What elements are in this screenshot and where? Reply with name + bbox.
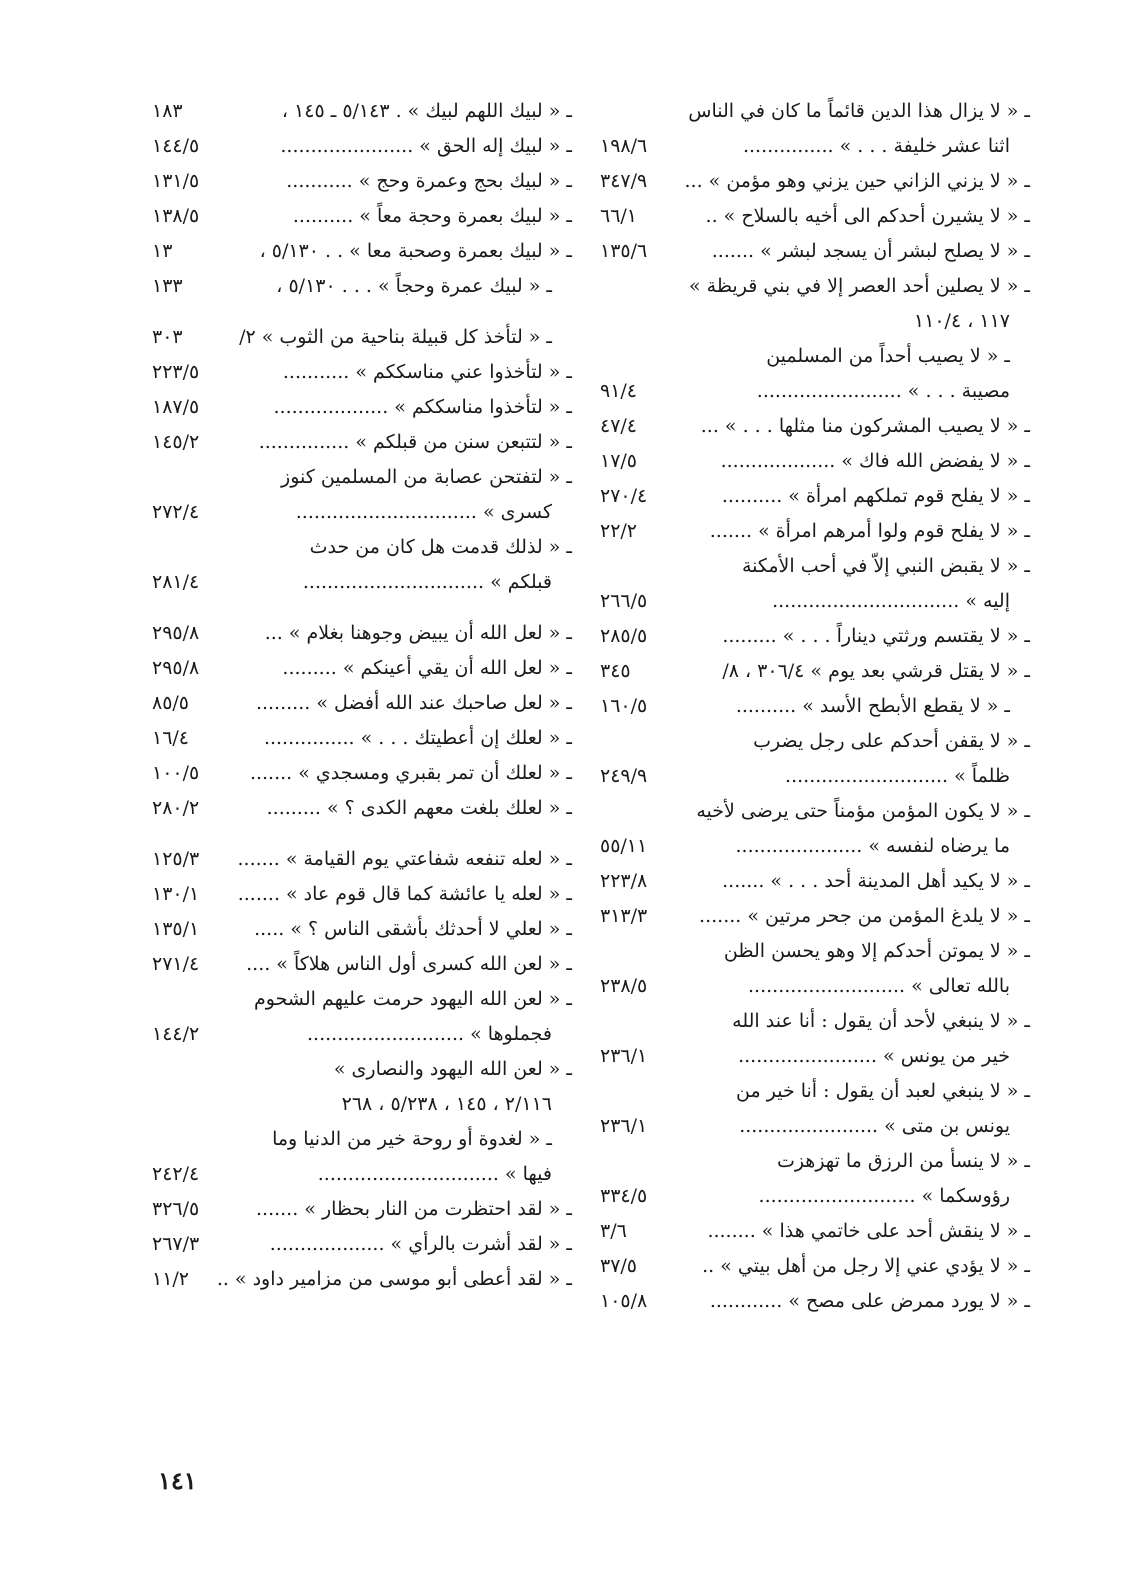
entry-text: قبلكم » .............................. xyxy=(302,571,552,593)
entry-text: رؤوسكما » .......................... xyxy=(758,1185,1010,1207)
entry-reference: ٢٩٥/٨ xyxy=(152,657,200,679)
entry-text: ٢/١١٦ ، ١٤٥ ، ٥/٢٣٨ ، ٢٦٨ xyxy=(341,1093,552,1115)
index-entry xyxy=(600,829,1030,864)
entry-text: ـ « لعل الله أن يقي أعينكم » ......... xyxy=(282,657,572,679)
entry-reference: ٢٦٧/٣ xyxy=(152,1233,200,1255)
entry-text: ـ « لا يصلح لبشر أن يسجد لبشر » ....... xyxy=(711,240,1030,262)
index-entry xyxy=(600,759,1030,794)
entry-reference: ٩١/٤ xyxy=(600,380,638,402)
entry-text: ـ « لقد أعطى أبو موسى من مزامير داود » .. xyxy=(216,1268,572,1290)
entry-text: ١١٧ ، ١١٠/٤ xyxy=(913,310,1010,332)
entry-text: ـ « لا يشيرن أحدكم الى أخيه بالسلاح » .. xyxy=(705,205,1030,227)
index-entry xyxy=(152,791,572,826)
entry-text: ـ « لا يفضض الله فاك » ................... xyxy=(720,450,1030,472)
entry-text: ـ « لعلي لا أحدثك بأشقى الناس ؟ » ..... xyxy=(254,918,572,940)
entry-text: ـ « لا يفلح قوم تملكهم امرأة » .......... xyxy=(721,485,1030,507)
index-entry xyxy=(600,164,1030,199)
index-entry xyxy=(152,1262,572,1297)
index-entry xyxy=(600,129,1030,164)
entry-text: مصيبة . . . » ........................ xyxy=(756,380,1010,402)
entry-text: ـ « لا يؤدي عني إلا رجل من أهل بيتي » .. xyxy=(702,1255,1030,1277)
entry-text: كسرى » .............................. xyxy=(295,501,552,523)
index-entry xyxy=(600,269,1030,304)
index-entry xyxy=(600,584,1030,619)
index-entry xyxy=(600,689,1030,724)
index-entry xyxy=(152,686,572,721)
entry-text: ـ « لعن الله اليهود حرمت عليهم الشحوم xyxy=(254,988,572,1010)
entry-text: ـ « لا ينبغي لعبد أن يقول : أنا خير من xyxy=(736,1080,1030,1102)
entry-text: ما يرضاه لنفسه » ..................... xyxy=(735,835,1010,857)
index-entry xyxy=(152,425,572,460)
entry-reference: ٣٤٧/٩ xyxy=(600,170,648,192)
entry-reference: ٢٨٥/٥ xyxy=(600,625,648,647)
index-entry xyxy=(600,899,1030,934)
index-entry xyxy=(600,479,1030,514)
entry-reference: ٢٤٩/٩ xyxy=(600,765,648,787)
index-entry xyxy=(600,1284,1030,1319)
entry-text: ـ « لبيك عمرة وحجاً » . . . ٥/١٣٠ ، xyxy=(276,275,552,297)
entry-reference: ١٣٥/٦ xyxy=(600,240,648,262)
entry-text: ـ « لا يقطع الأبطح الأسد » .......... xyxy=(735,695,1010,717)
entry-text: ـ « لا يموتن أحدكم إلا وهو يحسن الظن xyxy=(723,940,1030,962)
entry-reference: ٢٢٣/٨ xyxy=(600,870,648,892)
entry-text: ـ « لا ينبغي لأحد أن يقول : أنا عند الله xyxy=(732,1010,1030,1032)
entry-reference: ٣٣٤/٥ xyxy=(600,1185,648,1207)
entry-text: ـ « لتأخذوا مناسككم » ................... xyxy=(273,396,572,418)
entry-reference: ١٧/٥ xyxy=(600,450,638,472)
entry-text: ـ « لبيك اللهم لبيك » . ٥/١٤٣ ـ ١٤٥ ، xyxy=(281,100,572,122)
entry-reference: ١٣ xyxy=(152,240,173,262)
index-entry xyxy=(600,794,1030,829)
entry-reference: ٢٨٠/٢ xyxy=(152,797,200,819)
entry-text: ـ « لعله يا عائشة كما قال قوم عاد » ....... xyxy=(237,883,572,905)
index-entry xyxy=(600,1179,1030,1214)
entry-text: ـ « لا يقتل قرشي بعد يوم » ٣٠٦/٤ ، ٨/ xyxy=(722,660,1030,682)
entry-text: خير من يونس » ....................... xyxy=(738,1045,1010,1067)
index-entry xyxy=(600,1109,1030,1144)
index-entry xyxy=(152,495,572,530)
index-entry xyxy=(152,269,572,304)
index-entry xyxy=(152,355,572,390)
entry-text: ـ « لتأخذ كل قبيلة بناحية من الثوب » ٢/ xyxy=(239,326,552,348)
entry-text: ـ « لعلك أن تمر بقبري ومسجدي » ....... xyxy=(249,762,572,784)
index-entry xyxy=(600,1004,1030,1039)
entry-reference: ١٣١/٥ xyxy=(152,170,200,192)
entry-reference: ٢٣٨/٥ xyxy=(600,975,648,997)
entry-text: ـ « لتتبعن سنن من قبلكم » ............... xyxy=(258,431,572,453)
entry-text: فيها » .............................. xyxy=(317,1163,552,1185)
entry-reference: ١٤٤/٥ xyxy=(152,135,200,157)
entry-reference: ١٨٣ xyxy=(152,100,183,122)
index-entry xyxy=(600,514,1030,549)
entry-reference: ١٠٠/٥ xyxy=(152,762,200,784)
entry-reference: ٣٠٣ xyxy=(152,326,183,348)
entry-reference: ١٦٠/٥ xyxy=(600,695,648,717)
index-entry xyxy=(152,530,572,565)
entry-text: إليه » ............................... xyxy=(772,590,1010,612)
index-entry xyxy=(152,1017,572,1052)
entry-reference: ٢٢٣/٥ xyxy=(152,361,200,383)
entry-text: ـ « لا يقبض النبي إلاّ في أحب الأمكنة xyxy=(741,555,1030,577)
entry-text: ـ « لقد احتظرت من النار بحظار » ....... xyxy=(255,1198,572,1220)
entry-reference: ٢٤٢/٤ xyxy=(152,1163,200,1185)
entry-text: ـ « لا يقفن أحدكم على رجل يضرب xyxy=(753,730,1030,752)
entry-text: ـ « لا يلدغ المؤمن من جحر مرتين » ....... xyxy=(699,905,1030,927)
entry-text: ـ « لا ينسأ من الرزق ما تهزهزت xyxy=(776,1150,1030,1172)
entry-text: ـ « لتأخذوا عني مناسككم » ........... xyxy=(282,361,572,383)
entry-reference: ١٤٥/٢ xyxy=(152,431,200,453)
entry-reference: ٣٤٥ xyxy=(600,660,631,682)
entry-reference: ٥٥/١١ xyxy=(600,835,648,857)
index-entry xyxy=(152,164,572,199)
entry-reference: ١٣٨/٥ xyxy=(152,205,200,227)
index-entry xyxy=(152,460,572,495)
index-entry xyxy=(152,1122,572,1157)
entry-text: بالله تعالى » .......................... xyxy=(748,975,1010,997)
entry-text: ـ « لا يصلين أحد العصر إلا في بني قريظة » xyxy=(688,275,1030,297)
index-entry xyxy=(600,374,1030,409)
index-entry xyxy=(152,390,572,425)
index-entry xyxy=(600,724,1030,759)
entry-text: ـ « لعن الله كسرى أول الناس هلاكاً » .... xyxy=(246,953,572,975)
index-entry xyxy=(600,934,1030,969)
index-entry xyxy=(600,409,1030,444)
entry-reference: ١٣٠/١ xyxy=(152,883,200,905)
entry-text: ـ « لغدوة أو روحة خير من الدنيا وما xyxy=(272,1128,552,1150)
entry-text: ـ « لا يصيب المشركون منا مثلها . . . » ... xyxy=(700,415,1030,437)
entry-text: ـ « لذلك قدمت هل كان من حدث xyxy=(309,536,572,558)
index-entry xyxy=(600,94,1030,129)
index-entry xyxy=(152,651,572,686)
entry-reference: ٣٧/٥ xyxy=(600,1255,638,1277)
entry-reference: ٣٢٦/٥ xyxy=(152,1198,200,1220)
entry-reference: ٢٧١/٤ xyxy=(152,953,200,975)
index-entry xyxy=(600,1249,1030,1284)
index-entry xyxy=(152,1087,572,1122)
section-gap xyxy=(152,826,572,842)
index-entry xyxy=(152,877,572,912)
entry-text: ـ « لعن الله اليهود والنصارى » xyxy=(333,1058,572,1080)
index-entry xyxy=(152,947,572,982)
page-number: ١٤١ xyxy=(158,1466,197,1495)
entry-text: ـ « لتفتحن عصابة من المسلمين كنوز xyxy=(281,466,572,488)
index-entry xyxy=(600,1039,1030,1074)
index-entry xyxy=(600,1214,1030,1249)
entry-text: ظلماً » ........................... xyxy=(785,765,1010,787)
entry-text: ـ « لعل الله أن يبيض وجوهنا بغلام » ... xyxy=(264,622,572,644)
entry-reference: ٨٥/٥ xyxy=(152,692,190,714)
entry-text: ـ « لعلك إن أعطيتك . . . » ............... xyxy=(263,727,572,749)
index-entry xyxy=(152,1227,572,1262)
index-entry xyxy=(600,654,1030,689)
index-entry xyxy=(600,549,1030,584)
entry-reference: ٢٨١/٤ xyxy=(152,571,200,593)
index-entry xyxy=(152,565,572,600)
index-entry xyxy=(152,721,572,756)
section-gap xyxy=(152,304,572,320)
entry-text: ـ « لعله تنفعه شفاعتي يوم القيامة » ....... xyxy=(237,848,572,870)
entry-text: ـ « لا يورد ممرض على مصح » ............ xyxy=(709,1290,1030,1312)
index-entry xyxy=(152,129,572,164)
entry-reference: ٢٣٦/١ xyxy=(600,1045,648,1067)
entry-text: ـ « لا يصيب أحداً من المسلمين xyxy=(766,345,1010,367)
entry-reference: ١٣٣ xyxy=(152,275,183,297)
entry-reference: ٢٣٦/١ xyxy=(600,1115,648,1137)
entry-text: اثنا عشر خليفة . . . » ............... xyxy=(742,135,1010,157)
entry-reference: ١١/٢ xyxy=(152,1268,190,1290)
index-entry xyxy=(600,199,1030,234)
entry-reference: ٢٩٥/٨ xyxy=(152,622,200,644)
entry-reference: ٢٧٠/٤ xyxy=(600,485,648,507)
entry-text: ـ « لقد أشرت بالرأي » ................... xyxy=(269,1233,572,1255)
entry-reference: ١٩٨/٦ xyxy=(600,135,648,157)
entry-text: ـ « لا يكون المؤمن مؤمناً حتى يرضى لأخيه xyxy=(696,800,1030,822)
entry-reference: ٢٦٦/٥ xyxy=(600,590,648,612)
entry-text: فجملوها » .......................... xyxy=(307,1023,552,1045)
index-entry xyxy=(152,320,572,355)
index-entry xyxy=(600,619,1030,654)
index-entry xyxy=(152,1192,572,1227)
entry-text: ـ « لبيك إله الحق » ...................... xyxy=(280,135,572,157)
index-entry xyxy=(600,444,1030,479)
index-column-right xyxy=(600,94,1030,1319)
index-entry xyxy=(152,616,572,651)
entry-text: ـ « لبيك بحج وعمرة وحج » ........... xyxy=(286,170,572,192)
entry-reference: ٦٦/١ xyxy=(600,205,638,227)
index-entry xyxy=(600,339,1030,374)
index-entry xyxy=(600,1144,1030,1179)
index-entry xyxy=(152,842,572,877)
index-entry xyxy=(600,969,1030,1004)
entry-reference: ٢٧٢/٤ xyxy=(152,501,200,523)
entry-text: ـ « لا يفلح قوم ولوا أمرهم امرأة » ....... xyxy=(709,520,1030,542)
index-entry xyxy=(152,982,572,1017)
entry-text: ـ « لا يزال هذا الدين قائماً ما كان في الناس xyxy=(688,100,1030,122)
index-entry xyxy=(152,234,572,269)
entry-reference: ١٢٥/٣ xyxy=(152,848,200,870)
index-entry xyxy=(152,912,572,947)
entry-text: ـ « لا ينقش أحد على خاتمي هذا » ........ xyxy=(707,1220,1030,1242)
entry-text: ـ « لبيك بعمرة وصحبة معا » . . ٥/١٣٠ ، xyxy=(259,240,572,262)
entry-reference: ٤٧/٤ xyxy=(600,415,638,437)
section-gap xyxy=(152,600,572,616)
entry-reference: ٢٢/٢ xyxy=(600,520,638,542)
entry-reference: ١٠٥/٨ xyxy=(600,1290,648,1312)
entry-text: ـ « لا يزني الزاني حين يزني وهو مؤمن » ... xyxy=(684,170,1030,192)
index-entry xyxy=(152,1052,572,1087)
entry-reference: ١٦/٤ xyxy=(152,727,190,749)
entry-text: ـ « لبيك بعمرة وحجة معاً » .......... xyxy=(292,205,572,227)
entry-reference: ٣١٣/٣ xyxy=(600,905,648,927)
entry-text: ـ « لعل صاحبك عند الله أفضل » ......... xyxy=(255,692,572,714)
index-entry xyxy=(152,199,572,234)
entry-reference: ١٨٧/٥ xyxy=(152,396,200,418)
entry-text: ـ « لعلك بلغت معهم الكدى ؟ » ......... xyxy=(266,797,572,819)
entry-reference: ٣/٦ xyxy=(600,1220,627,1242)
index-entry xyxy=(600,864,1030,899)
index-entry xyxy=(600,304,1030,339)
index-entry xyxy=(152,756,572,791)
index-column-left xyxy=(152,94,572,1297)
entry-reference: ١٣٥/١ xyxy=(152,918,200,940)
entry-text: ـ « لا يقتسم ورثتي ديناراً . . . » ......... xyxy=(722,625,1030,647)
entry-text: يونس بن متى » ....................... xyxy=(739,1115,1010,1137)
index-entry xyxy=(152,94,572,129)
index-entry xyxy=(152,1157,572,1192)
entry-text: ـ « لا يكيد أهل المدينة أحد . . . » ....... xyxy=(722,870,1030,892)
entry-reference: ١٤٤/٢ xyxy=(152,1023,200,1045)
index-entry xyxy=(600,1074,1030,1109)
index-entry xyxy=(600,234,1030,269)
